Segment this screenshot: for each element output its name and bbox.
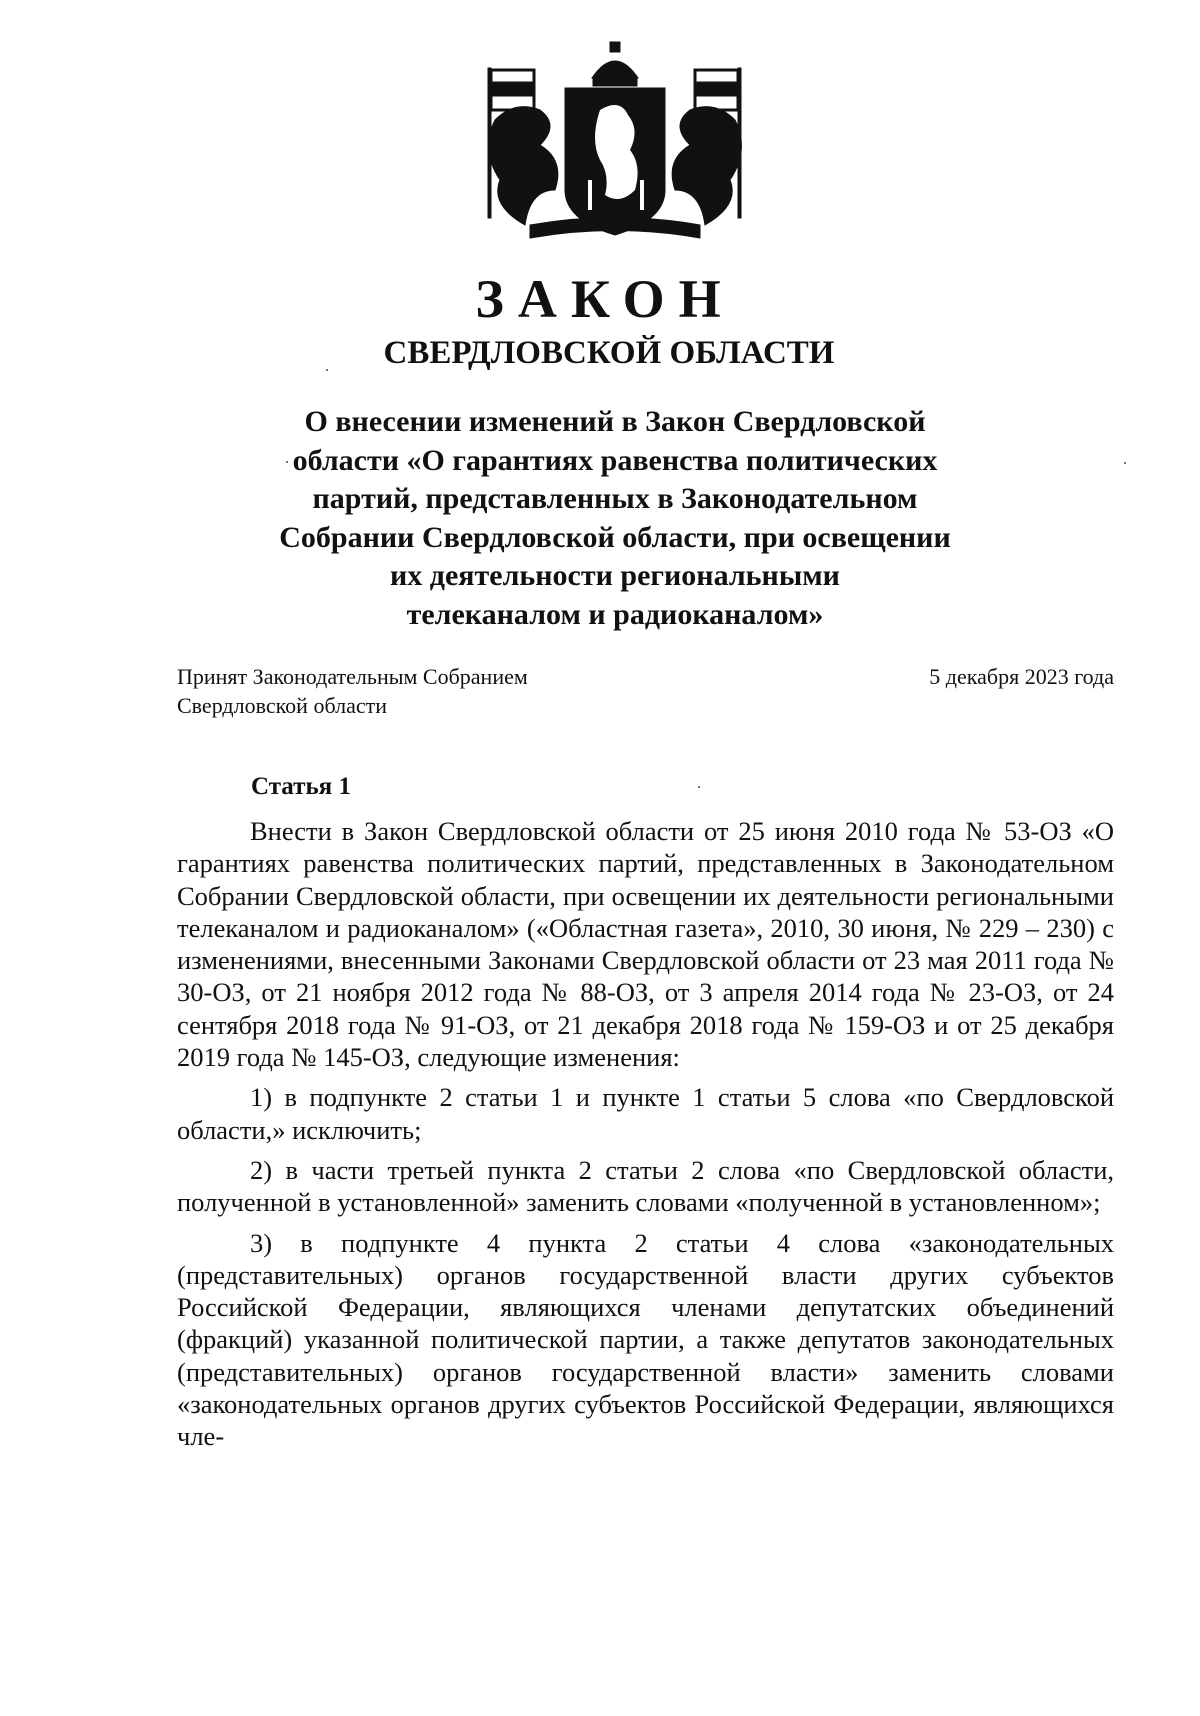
- article-paragraph: Внести в Закон Свердловской области от 25 июня 2010 года № 53-ОЗ «О гарантиях равенства политических партий, представленных в Законодательном Собрании Свердловской области, при освещении их деятельности региональными телеканалом и радиоканалом» («Областная газета», 2010, 30 июня, № 229 – 230) с изменениями, внесенными Законами Свердловской области от 23 мая 2011 года № 30-ОЗ, от 21 ноября 2012 года № 88-ОЗ, от 3 апреля 2014 года № 23-ОЗ, от 24 сентября 2018 года № 91-ОЗ, от 21 декабря 2018 года № 159-ОЗ и от 25 декабря 2019 года № 145-ОЗ, следующие изменения:: [177, 816, 1114, 1073]
- scan-speck: [286, 461, 288, 463]
- adoption-date: 5 декабря 2023 года: [929, 664, 1114, 689]
- title-line: О внесении изменений в Закон Свердловской: [304, 405, 926, 438]
- scan-speck: [326, 369, 328, 371]
- article-paragraph: 2) в части третьей пункта 2 статьи 2 слова «по Свердловской области, полученной в установленной» заменить словами «полученной в установленном»;: [177, 1154, 1114, 1218]
- law-heading: ЗАКОН: [475, 269, 735, 329]
- adoption-line: Принят Законодательным Собранием: [177, 664, 528, 689]
- title-line: их деятельности региональными: [390, 559, 840, 592]
- article-paragraph: 3) в подпункте 4 пункта 2 статьи 4 слова «законодательных (представительных) органов государственной власти других субъектов Российской Федерации, являющихся членами депутатских объединений (фракций) указанной политической партии, а также депутатов законодательных (представительных) органов государственной власти» заменить словами «законодательных органов других субъектов Российской Федерации, являющихся чле-: [177, 1227, 1114, 1452]
- article-heading: Статья 1: [251, 773, 351, 800]
- adoption-statement: [177, 662, 528, 720]
- scan-speck: [698, 786, 700, 788]
- title-line: партий, представленных в Законодательном: [312, 482, 918, 515]
- title-line: области «О гарантиях равенства политических: [292, 443, 938, 477]
- title-line: Собрании Свердловской области, при освещении: [279, 520, 951, 554]
- law-title: [250, 403, 980, 634]
- adoption-line: Свердловской области: [177, 693, 387, 718]
- scan-speck: [1124, 462, 1126, 464]
- coat-of-arms-icon: [470, 40, 760, 245]
- region-heading: СВЕРДЛОВСКОЙ ОБЛАСТИ: [383, 335, 835, 371]
- article-paragraph: 1) в подпункте 2 статьи 1 и пункте 1 статьи 5 слова «по Свердловской области,» исключить;: [177, 1082, 1114, 1145]
- title-line: телеканалом и радиоканалом»: [406, 597, 824, 631]
- article-body: [177, 815, 1114, 1461]
